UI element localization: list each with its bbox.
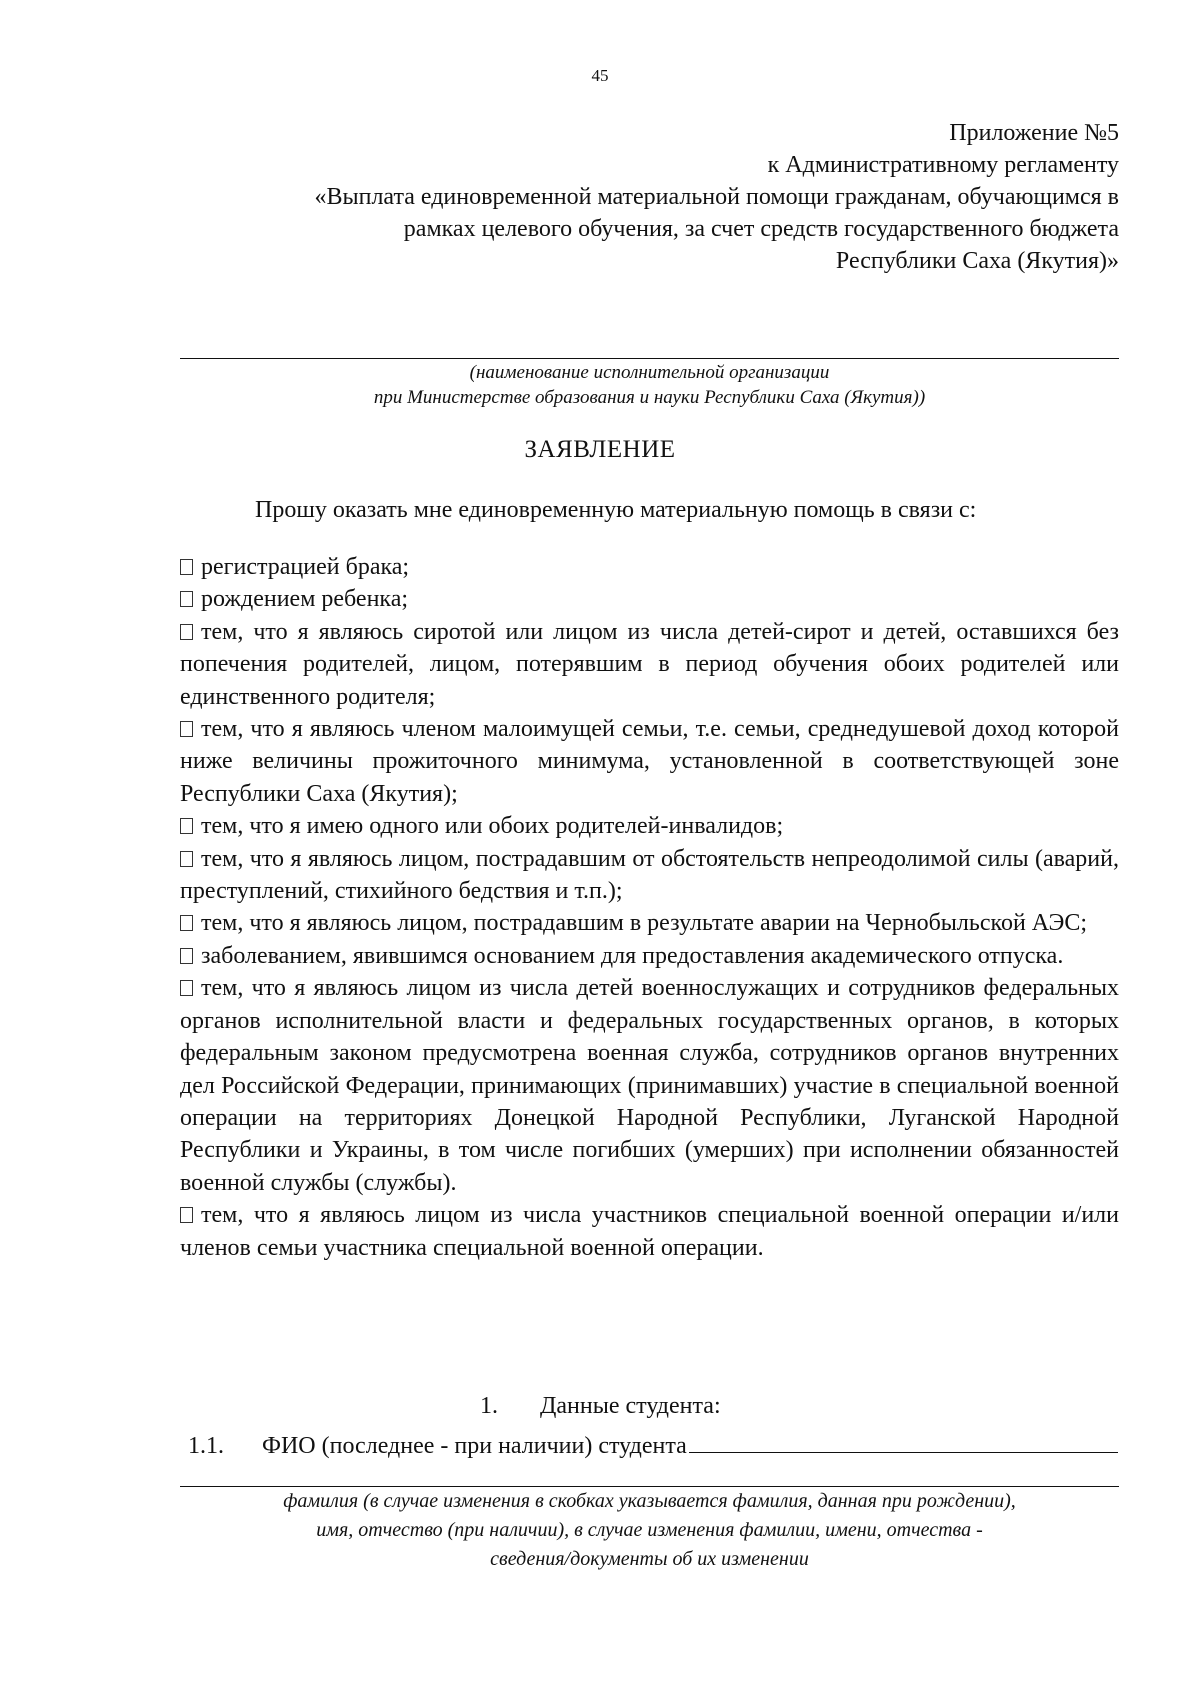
reason-option-text: тем, что я являюсь сиротой или лицом из числа детей-сирот и детей, оставшихся без попечения родителей, лицом, потерявшим в период обучения обоих родителей или единственного родителя;: [180, 618, 1119, 710]
checkbox-icon[interactable]: [180, 851, 193, 867]
reason-option-text: рождением ребенка;: [201, 586, 409, 613]
appendix-line: к Административному регламенту: [767, 152, 1119, 178]
checkbox-icon[interactable]: [180, 591, 193, 607]
reason-option-text: тем, что я являюсь лицом из числа детей военнослужащих и сотрудников федеральных органов исполнительной власти и федеральных государственных органов, в которых федеральным законом предусмотрена военная служба, сотрудников органов внутренних дел Российской Федерации, принимающих (принимавших) участие в специальной военной операции на территориях Донецкой Народной Республики, Луганской Народной Республики и Украины, в том числе погибших (умерших) при исполнении обязанностей военной службы (службы).: [180, 975, 1119, 1196]
reason-options-list: [180, 551, 1119, 1264]
appendix-line: «Выплата единовременной материальной помощи гражданам, обучающимся в: [314, 184, 1119, 210]
checkbox-icon[interactable]: [180, 559, 193, 575]
checkbox-icon[interactable]: [180, 948, 193, 964]
reason-option: [180, 972, 1119, 1199]
appendix-line: рамках целевого обучения, за счет средств государственного бюджета: [403, 216, 1119, 242]
reason-option-text: заболеванием, явившимся основанием для предоставления академического отпуска.: [201, 942, 1064, 969]
checkbox-icon[interactable]: [180, 721, 193, 737]
fio-caption-line: сведения/документы об их изменении: [490, 1548, 809, 1570]
reason-option-text: тем, что я являюсь лицом, пострадавшим в результате аварии на Чернобыльской АЭС;: [201, 910, 1088, 937]
reason-option: [180, 713, 1119, 810]
student-fio-field: [188, 1428, 1118, 1460]
appendix-header: [119, 117, 1119, 277]
reason-option: [180, 843, 1119, 908]
reason-option: [180, 1199, 1119, 1264]
page-number: 45: [591, 66, 609, 85]
checkbox-icon[interactable]: [180, 1207, 193, 1223]
field-number: 1.1.: [188, 1433, 224, 1459]
fio-caption: [180, 1487, 1119, 1574]
section-heading-student-data: [480, 1393, 721, 1420]
reason-option: [180, 551, 1119, 583]
reason-option: [180, 583, 1119, 615]
reason-option-text: регистрацией брака;: [201, 554, 410, 580]
student-fio-input-line[interactable]: [689, 1428, 1118, 1453]
fio-caption-line: фамилия (в случае изменения в скобках указывается фамилия, данная при рождении),: [283, 1490, 1016, 1512]
section-label: Данные студента:: [540, 1393, 721, 1419]
organization-caption-line: при Министерстве образования и науки Республики Саха (Якутия)): [373, 387, 926, 408]
section-number: 1.: [480, 1393, 498, 1419]
reason-option: [180, 810, 1119, 842]
organization-fill-line[interactable]: [180, 358, 1119, 359]
document-title: ЗАЯВЛЕНИЕ: [524, 436, 676, 463]
appendix-line: Приложение №5: [949, 120, 1119, 146]
reason-option: [180, 940, 1119, 972]
reason-option: [180, 907, 1119, 939]
field-label: ФИО (последнее - при наличии) студента: [262, 1433, 687, 1459]
reason-option-text: тем, что я являюсь лицом, пострадавшим от обстоятельств непреодолимой силы (аварий, преступлений, стихийного бедствия и т.п.);: [180, 845, 1119, 905]
checkbox-icon[interactable]: [180, 980, 193, 996]
request-text: Прошу оказать мне единовременную материальную помощь в связи с:: [255, 497, 977, 523]
checkbox-icon[interactable]: [180, 915, 193, 931]
organization-caption-line: (наименование исполнительной организации: [469, 362, 830, 383]
checkbox-icon[interactable]: [180, 818, 193, 834]
reason-option: [180, 616, 1119, 713]
organization-caption: [180, 360, 1119, 410]
appendix-line: Республики Саха (Якутия)»: [835, 248, 1119, 274]
fio-caption-line: имя, отчество (при наличии), в случае изменения фамилии, имени, отчества -: [316, 1519, 983, 1541]
checkbox-icon[interactable]: [180, 624, 193, 640]
reason-option-text: тем, что я имею одного или обоих родителей-инвалидов;: [201, 813, 784, 840]
reason-option-text: тем, что я являюсь лицом из числа участников специальной военной операции и/или членов семьи участника специальной военной операции.: [180, 1202, 1119, 1261]
reason-option-text: тем, что я являюсь членом малоимущей семьи, т.е. семьи, среднедушевой доход которой ниже величины прожиточного минимума, установленной в соответствующей зоне Республики Саха (Якутия);: [180, 716, 1119, 807]
